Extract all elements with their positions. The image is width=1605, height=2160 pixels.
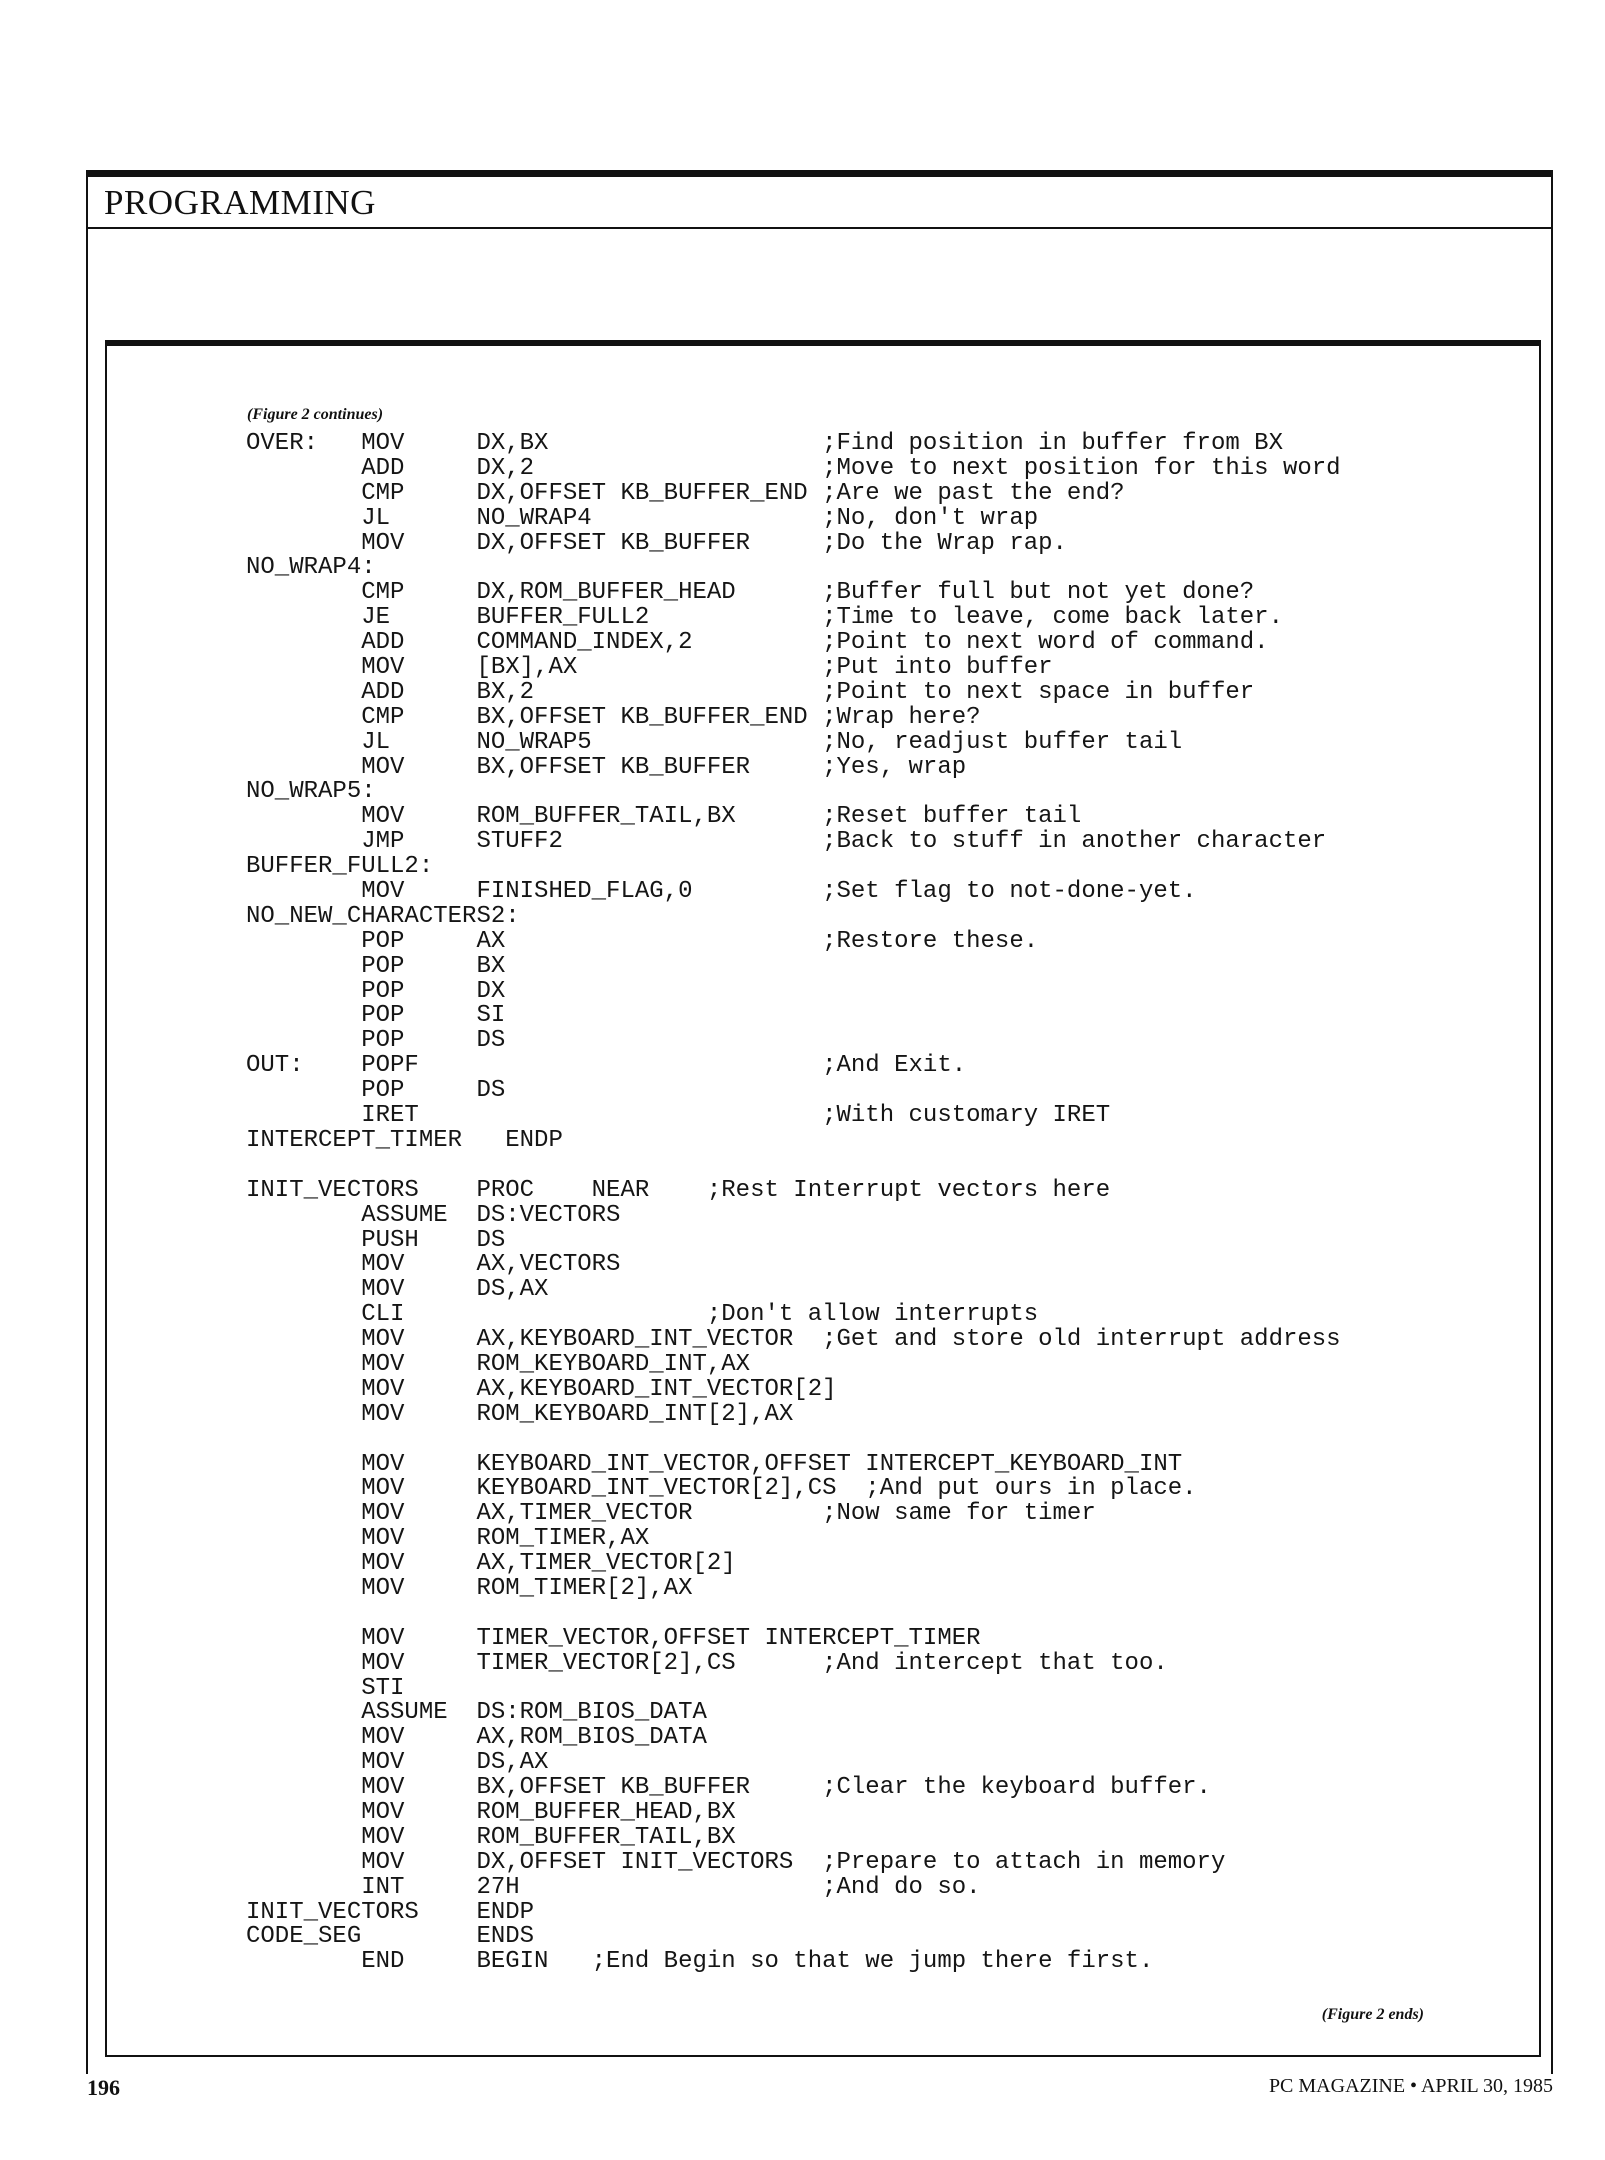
code-line bbox=[246, 1602, 1341, 1627]
code-line bbox=[246, 1428, 1341, 1453]
code-line: MOV ROM_TIMER[2],AX bbox=[246, 1574, 693, 1602]
code-line: IRET ;With customary IRET bbox=[246, 1102, 1111, 1130]
code-line: NO_WRAP5: bbox=[246, 778, 376, 806]
code-line: MOV ROM_KEYBOARD_INT,AX bbox=[246, 1350, 751, 1378]
code-line: OVER: MOV DX,BX ;Find position in buffer from BX bbox=[246, 430, 1283, 457]
code-line: MOV ROM_BUFFER_TAIL,BX bbox=[246, 1823, 736, 1851]
code-line: MOV AX,VECTORS bbox=[246, 1251, 621, 1279]
figure-caption-bottom: (Figure 2 ends) bbox=[1321, 2006, 1424, 2023]
section-header bbox=[86, 177, 1553, 229]
code-line: MOV KEYBOARD_INT_VECTOR,OFFSET INTERCEPT_KEYBOARD_INT bbox=[246, 1450, 1183, 1478]
code-line: MOV DX,OFFSET INIT_VECTORS ;Prepare to attach in memory bbox=[246, 1848, 1226, 1876]
code-line: MOV AX,TIMER_VECTOR[2] bbox=[246, 1550, 736, 1578]
code-line: MOV AX,KEYBOARD_INT_VECTOR[2] bbox=[246, 1375, 837, 1403]
code-line: ASSUME DS:VECTORS bbox=[246, 1201, 621, 1229]
code-line: CMP DX,ROM_BUFFER_HEAD ;Buffer full but not yet done? bbox=[246, 579, 1255, 607]
code-line bbox=[246, 1154, 1341, 1179]
code-line: MOV BX,OFFSET KB_BUFFER ;Yes, wrap bbox=[246, 753, 967, 781]
code-line: ASSUME DS:ROM_BIOS_DATA bbox=[246, 1699, 707, 1727]
code-listing-box bbox=[105, 340, 1541, 2057]
code-listing bbox=[246, 432, 1341, 1975]
code-line: MOV ROM_BUFFER_HEAD,BX bbox=[246, 1798, 736, 1826]
code-line: CMP DX,OFFSET KB_BUFFER_END ;Are we past the end? bbox=[246, 479, 1125, 507]
code-line: MOV TIMER_VECTOR[2],CS ;And intercept that too. bbox=[246, 1649, 1168, 1677]
code-line: ADD BX,2 ;Point to next space in buffer bbox=[246, 678, 1255, 706]
code-line: POP DS bbox=[246, 1027, 506, 1055]
code-line: ADD COMMAND_INDEX,2 ;Point to next word of command. bbox=[246, 629, 1269, 657]
code-line: MOV DS,AX bbox=[246, 1749, 549, 1777]
code-line: MOV DX,OFFSET KB_BUFFER ;Do the Wrap rap. bbox=[246, 529, 1067, 557]
section-title: PROGRAMMING bbox=[104, 183, 376, 222]
code-line: CODE_SEG ENDS bbox=[246, 1923, 535, 1951]
code-line: CLI ;Don't allow interrupts bbox=[246, 1301, 1039, 1329]
publication-line: PC MAGAZINE • APRIL 30, 1985 bbox=[1268, 2075, 1553, 2097]
code-line: POP DS bbox=[246, 1077, 506, 1105]
code-line: JMP STUFF2 ;Back to stuff in another character bbox=[246, 828, 1327, 856]
code-line: POP DX bbox=[246, 977, 506, 1005]
code-line: POP AX ;Restore these. bbox=[246, 927, 1039, 955]
code-line: OUT: POPF ;And Exit. bbox=[246, 1052, 967, 1080]
code-line: MOV ROM_TIMER,AX bbox=[246, 1525, 650, 1553]
code-line: JE BUFFER_FULL2 ;Time to leave, come back later. bbox=[246, 604, 1283, 632]
code-line: NO_NEW_CHARACTERS2: bbox=[246, 902, 520, 930]
code-line: JL NO_WRAP5 ;No, readjust buffer tail bbox=[246, 728, 1183, 756]
code-line: MOV KEYBOARD_INT_VECTOR[2],CS ;And put ours in place. bbox=[246, 1475, 1197, 1503]
code-line: MOV ROM_KEYBOARD_INT[2],AX bbox=[246, 1400, 794, 1428]
code-line: POP BX bbox=[246, 952, 506, 980]
code-line: END BEGIN ;End Begin so that we jump there first. bbox=[246, 1948, 1154, 1976]
header-rule bbox=[86, 170, 1553, 177]
code-line: MOV AX,TIMER_VECTOR ;Now same for timer bbox=[246, 1500, 1096, 1528]
code-line: INT 27H ;And do so. bbox=[246, 1873, 981, 1901]
article-frame bbox=[86, 229, 1553, 2074]
code-line: STI bbox=[246, 1674, 405, 1702]
figure-caption-top: (Figure 2 continues) bbox=[247, 406, 384, 423]
code-line: ADD DX,2 ;Move to next position for this word bbox=[246, 454, 1341, 482]
code-line: BUFFER_FULL2: bbox=[246, 853, 434, 881]
code-line: PUSH DS bbox=[246, 1226, 506, 1254]
code-line: INTERCEPT_TIMER ENDP bbox=[246, 1126, 563, 1154]
page-number: 196 bbox=[87, 2075, 120, 2100]
code-line: MOV [BX],AX ;Put into buffer bbox=[246, 654, 1053, 682]
code-line: MOV TIMER_VECTOR,OFFSET INTERCEPT_TIMER bbox=[246, 1624, 981, 1652]
code-line: NO_WRAP4: bbox=[246, 554, 376, 582]
code-line: MOV AX,ROM_BIOS_DATA bbox=[246, 1724, 707, 1752]
code-line: CMP BX,OFFSET KB_BUFFER_END ;Wrap here? bbox=[246, 703, 981, 731]
code-line: MOV DS,AX bbox=[246, 1276, 549, 1304]
code-line: JL NO_WRAP4 ;No, don't wrap bbox=[246, 504, 1039, 532]
code-line: MOV ROM_BUFFER_TAIL,BX ;Reset buffer tail bbox=[246, 803, 1082, 831]
code-line: MOV AX,KEYBOARD_INT_VECTOR ;Get and store old interrupt address bbox=[246, 1326, 1341, 1354]
code-line: INIT_VECTORS ENDP bbox=[246, 1898, 535, 1926]
code-line: INIT_VECTORS PROC NEAR ;Rest Interrupt vectors here bbox=[246, 1176, 1111, 1204]
code-line: MOV BX,OFFSET KB_BUFFER ;Clear the keyboard buffer. bbox=[246, 1774, 1211, 1802]
code-line: POP SI bbox=[246, 1002, 506, 1030]
code-line: MOV FINISHED_FLAG,0 ;Set flag to not-done-yet. bbox=[246, 878, 1197, 906]
